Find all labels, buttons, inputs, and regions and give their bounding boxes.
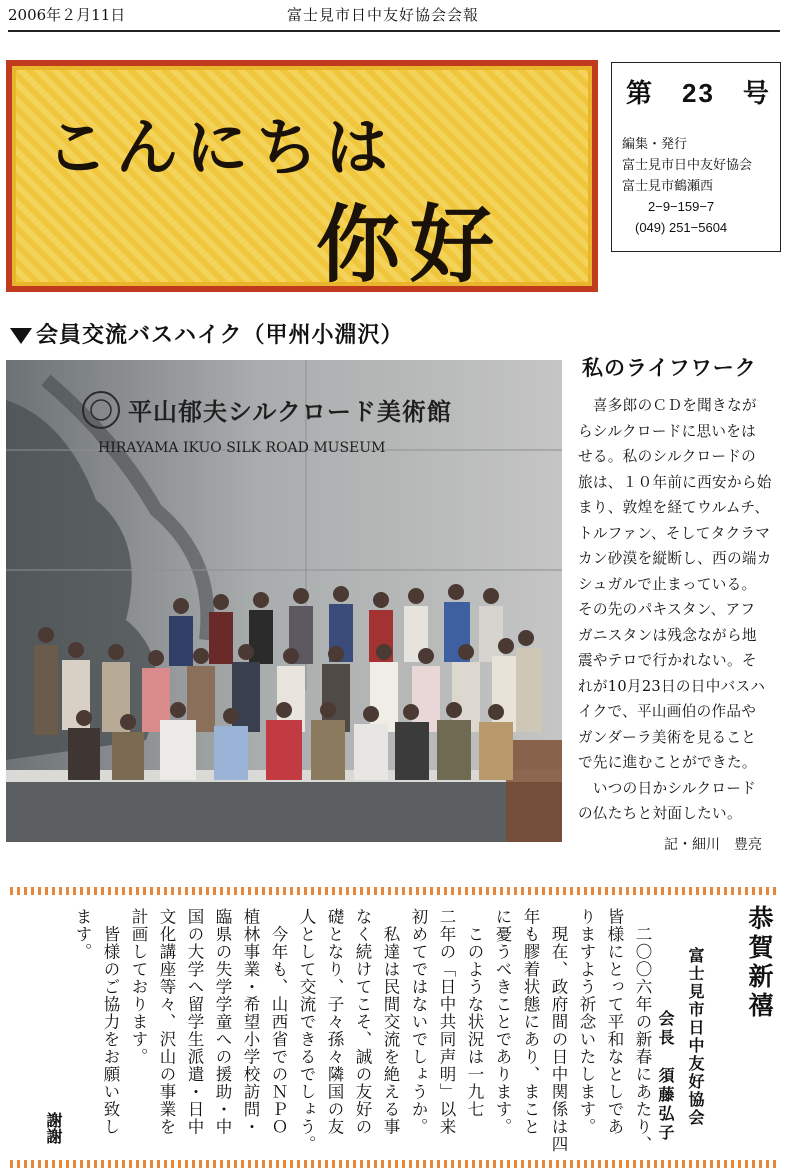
greeting-signoff: 謝謝 [44,1112,63,1144]
publisher-details [622,133,752,238]
greeting-line: ます。 [73,908,92,961]
dotted-separator [10,887,780,895]
essay-line: せる。私のシルクロードの [578,448,757,465]
newsletter-name: 富士見市日中友好協会会報 [287,6,480,24]
greeting-body [68,908,656,1153]
essay-line: れが10月23日の日中バスハ [578,677,766,695]
greeting-line: に憂うべきことであります。 [493,908,512,1136]
greeting-line: このような状況は一九七 [465,908,484,1118]
issue-info-box [611,62,781,252]
masthead-title-japanese: こんにちは [46,111,397,184]
essay-line: ガンダーラ美術を見ること [578,728,757,746]
publisher-line: 編集・発行 [622,136,688,151]
greeting-line: 初めてではないでしょうか。 [409,908,428,1136]
issue-number: 第 23 号 [626,78,771,108]
greeting-line: 私達は民間交流を絶える事 [381,908,400,1136]
museum-sign-english: HIRAYAMA IKUO SILK ROAD MUSEUM [98,440,386,456]
essay-line: の仏たちと対面したい。 [578,805,742,822]
essay-body [578,393,783,827]
essay-line: いつの日かシルクロード [578,779,757,797]
essay-line: ガニスタンは残念ながら地 [578,626,757,644]
section-heading [10,318,404,349]
greeting-line: 礎となり、子々孫々隣国の友 [325,908,344,1136]
triangle-bullet-icon [10,328,32,344]
greeting-line: 植林事業・希望小学校訪問・ [241,908,260,1136]
masthead-title-chinese: 你好 [316,196,505,294]
header-rule [8,30,780,32]
bottom-dotted-border [10,1160,780,1168]
greeting-line: 今年も、山西省でのＮＰＯ [269,908,288,1136]
essay-author: 記・細川 豊亮 [664,837,762,853]
publisher-line: (049) 251−5604 [622,220,728,235]
issue-date: 2006年２月11日 [8,6,126,24]
masthead-banner [6,60,598,292]
essay-line: シュガルで止まっている。 [578,575,757,593]
essay-line: で先に進むことができた。 [578,754,757,771]
essay-title: 私のライフワーク [582,356,757,380]
essay-line: まり、敦煌を経てウルムチ、 [578,499,770,516]
greeting-line: 年も膠着状態にあり、まこと [521,908,540,1136]
greeting-line: 現在、政府間の日中関係は四 [549,908,568,1153]
essay-line: 喜多郎のＣＤを聞きなが [578,397,757,414]
greeting-line: 計画しております。 [129,908,148,1066]
museum-sign-japanese: 平山郁夫シルクロード美術館 [128,397,452,426]
greeting-title: 恭賀新禧 [745,905,774,1021]
essay-line: トルファン、そしてタクラマ [578,524,771,542]
essay-line: その先のパキスタン、アフ [578,601,756,618]
publisher-line: 2−9−159−7 [622,199,715,214]
masthead-pattern [12,66,592,294]
essay-line: 震やテロで行かれない。そ [578,652,757,669]
greeting-president: 会長 須藤弘子 [656,1010,675,1143]
greeting-line: 皆様のご協力をお願い致し [101,908,120,1136]
greeting-line: 臨県の失学学童への援助・中 [213,908,232,1136]
publisher-line: 富士見市鶴瀬西 [622,178,714,193]
essay-line: イクで、平山画伯の作品や [578,703,757,720]
greeting-line: りますよう祈念いたします。 [577,908,596,1136]
greeting-line: 人として交流できるでしょう。 [297,908,316,1153]
essay-line: 旅は、１０年前に西安から始 [578,473,772,491]
greeting-line: 国の大学へ留学生派遣・日中 [185,908,204,1136]
section-heading-text: 会員交流バスハイク（甲州小淵沢） [36,323,404,348]
essay-line: カン砂漠を縦断し、西の端カ [578,550,772,567]
publisher-line: 富士見市日中友好協会 [622,157,753,172]
greeting-line: 二年の「日中共同声明」以来 [437,908,456,1136]
greeting-line: 二〇〇六年の新春にあたり、 [633,908,652,1153]
greeting-line: 文化講座等々、沢山の事業を [157,908,176,1136]
greeting-line: 皆様にとって平和なとしであ [605,908,624,1136]
essay-line: らシルクロードに思いをは [578,422,757,440]
greeting-organization: 富士見市日中友好協会 [686,947,705,1127]
greeting-line: なく続けてこそ、誠の友好の [353,908,372,1136]
group-photo [6,360,562,842]
